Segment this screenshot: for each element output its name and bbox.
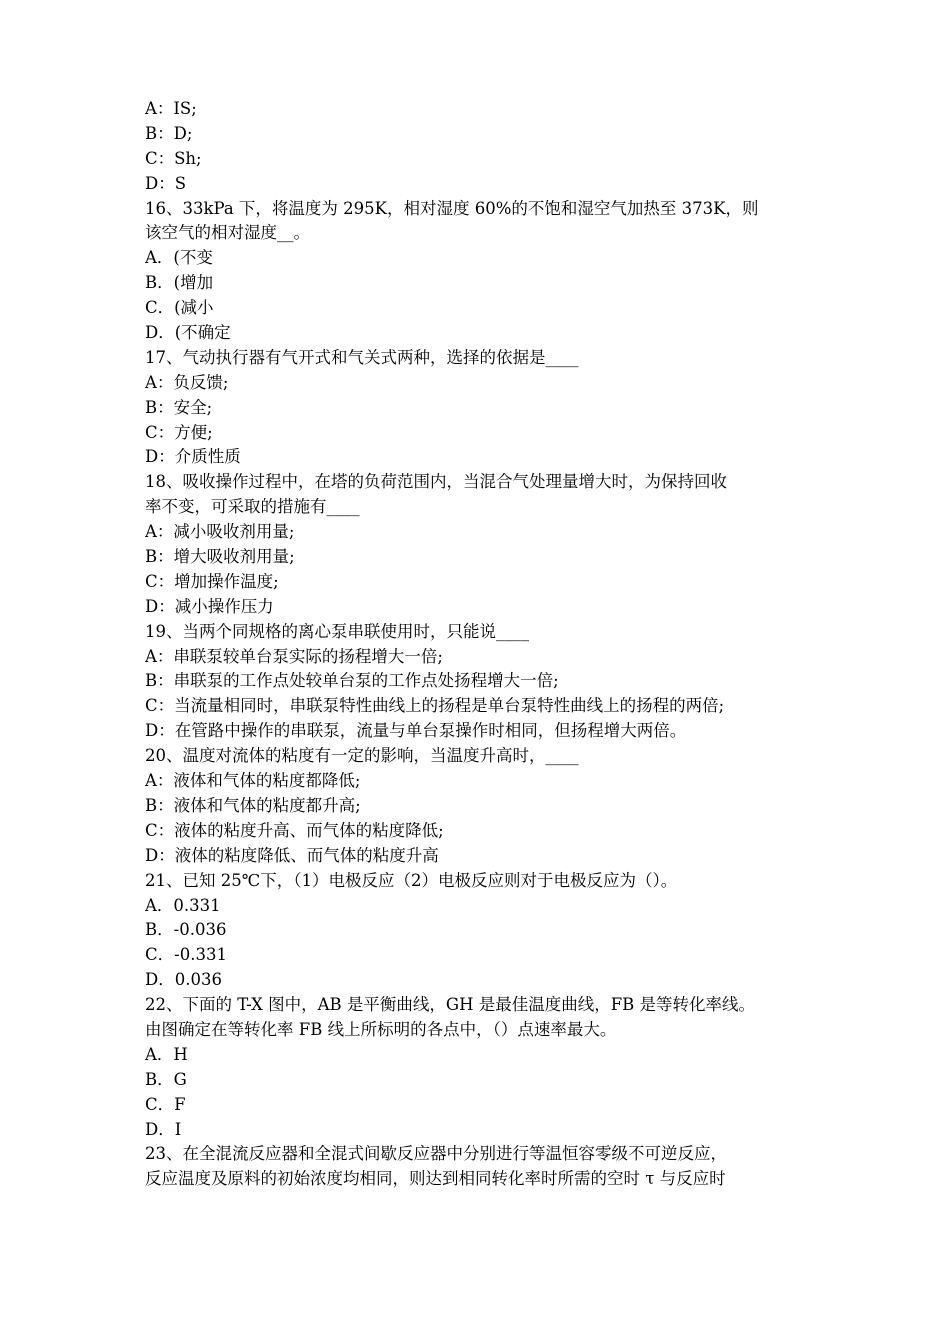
option-line: B．-0.036 [145, 920, 227, 940]
option-line: B：串联泵的工作点处较单台泵的工作点处扬程增大一倍; [145, 671, 559, 691]
option-line: A．H [145, 1044, 188, 1064]
option-line: C．F [145, 1094, 186, 1114]
option-line: A．0.331 [145, 895, 221, 915]
question-18-line: 18、吸收操作过程中，在塔的负荷范围内，当混合气处理量增大时，为保持回收 [145, 472, 727, 492]
text-line: D：S [145, 173, 187, 193]
question-21-line: 21、已知 25℃下，（1）电极反应（2）电极反应则对于电极反应为（）。 [145, 870, 678, 890]
question-19-line: 19、当两个同规格的离心泵串联使用时，只能说____ [145, 621, 529, 641]
option-line: C：液体的粘度升高、而气体的粘度降低; [145, 820, 444, 840]
question-16-line: 该空气的相对湿度__。 [145, 223, 310, 243]
question-18-line: 率不变，可采取的措施有____ [145, 497, 360, 517]
option-line: B：液体和气体的粘度都升高; [145, 795, 361, 815]
option-line: D：介质性质 [145, 447, 241, 467]
option-line: B．G [145, 1069, 187, 1089]
option-line: C：当流量相同时，串联泵特性曲线上的扬程是单台泵特性曲线上的扬程的两倍; [145, 696, 725, 716]
question-23-line: 反应温度及原料的初始浓度均相同，则达到相同转化率时所需的空时 τ 与反应时 [145, 1169, 726, 1189]
text-line: A：IS; [145, 99, 197, 118]
option-line: D．I [145, 1119, 182, 1139]
option-line: A．(不变 [145, 248, 213, 268]
option-line: C：增加操作温度; [145, 571, 279, 591]
option-line: D．(不确定 [145, 323, 231, 343]
question-17-line: 17、气动执行器有气开式和气关式两种，选择的依据是____ [145, 347, 579, 367]
question-23-line: 23、在全混流反应器和全混式间歇反应器中分别进行等温恒容零级不可逆反应， [145, 1144, 727, 1164]
option-line: C．-0.331 [145, 945, 227, 965]
option-line: A：负反馈; [145, 372, 229, 392]
option-line: D：液体的粘度降低、而气体的粘度升高 [145, 845, 439, 865]
option-line: B：安全; [145, 397, 213, 417]
option-line: A：液体和气体的粘度都降低; [145, 771, 361, 791]
option-line: D：在管路中操作的串联泵，流量与单台泵操作时相同，但扬程增大两倍。 [145, 721, 687, 741]
question-22-line: 由图确定在等转化率 FB 线上所标明的各点中，（）点速率最大。 [145, 1019, 617, 1039]
option-line: D：减小操作压力 [145, 596, 274, 616]
option-line: C：方便; [145, 422, 213, 442]
question-22-line: 22、下面的 T-X 图中，AB 是平衡曲线，GH 是最佳温度曲线，FB 是等转化率线。 [145, 995, 756, 1015]
option-line: D．0.036 [145, 970, 222, 990]
option-line: A：减小吸收剂用量; [145, 522, 295, 542]
option-line: B：增大吸收剂用量; [145, 547, 295, 567]
option-line: A：串联泵较单台泵实际的扬程增大一倍; [145, 646, 443, 666]
document-body [145, 97, 817, 1192]
option-line: B．(增加 [145, 273, 214, 293]
question-16-line: 16、33kPa 下，将温度为 295K，相对湿度 60%的不饱和湿空气加热至 373K，则 [145, 198, 759, 218]
text-line: B：D; [145, 123, 193, 143]
text-line: C：Sh; [145, 148, 202, 168]
option-line: C．(减小 [145, 298, 214, 318]
question-20-line: 20、温度对流体的粘度有一定的影响，当温度升高时，____ [145, 746, 579, 766]
